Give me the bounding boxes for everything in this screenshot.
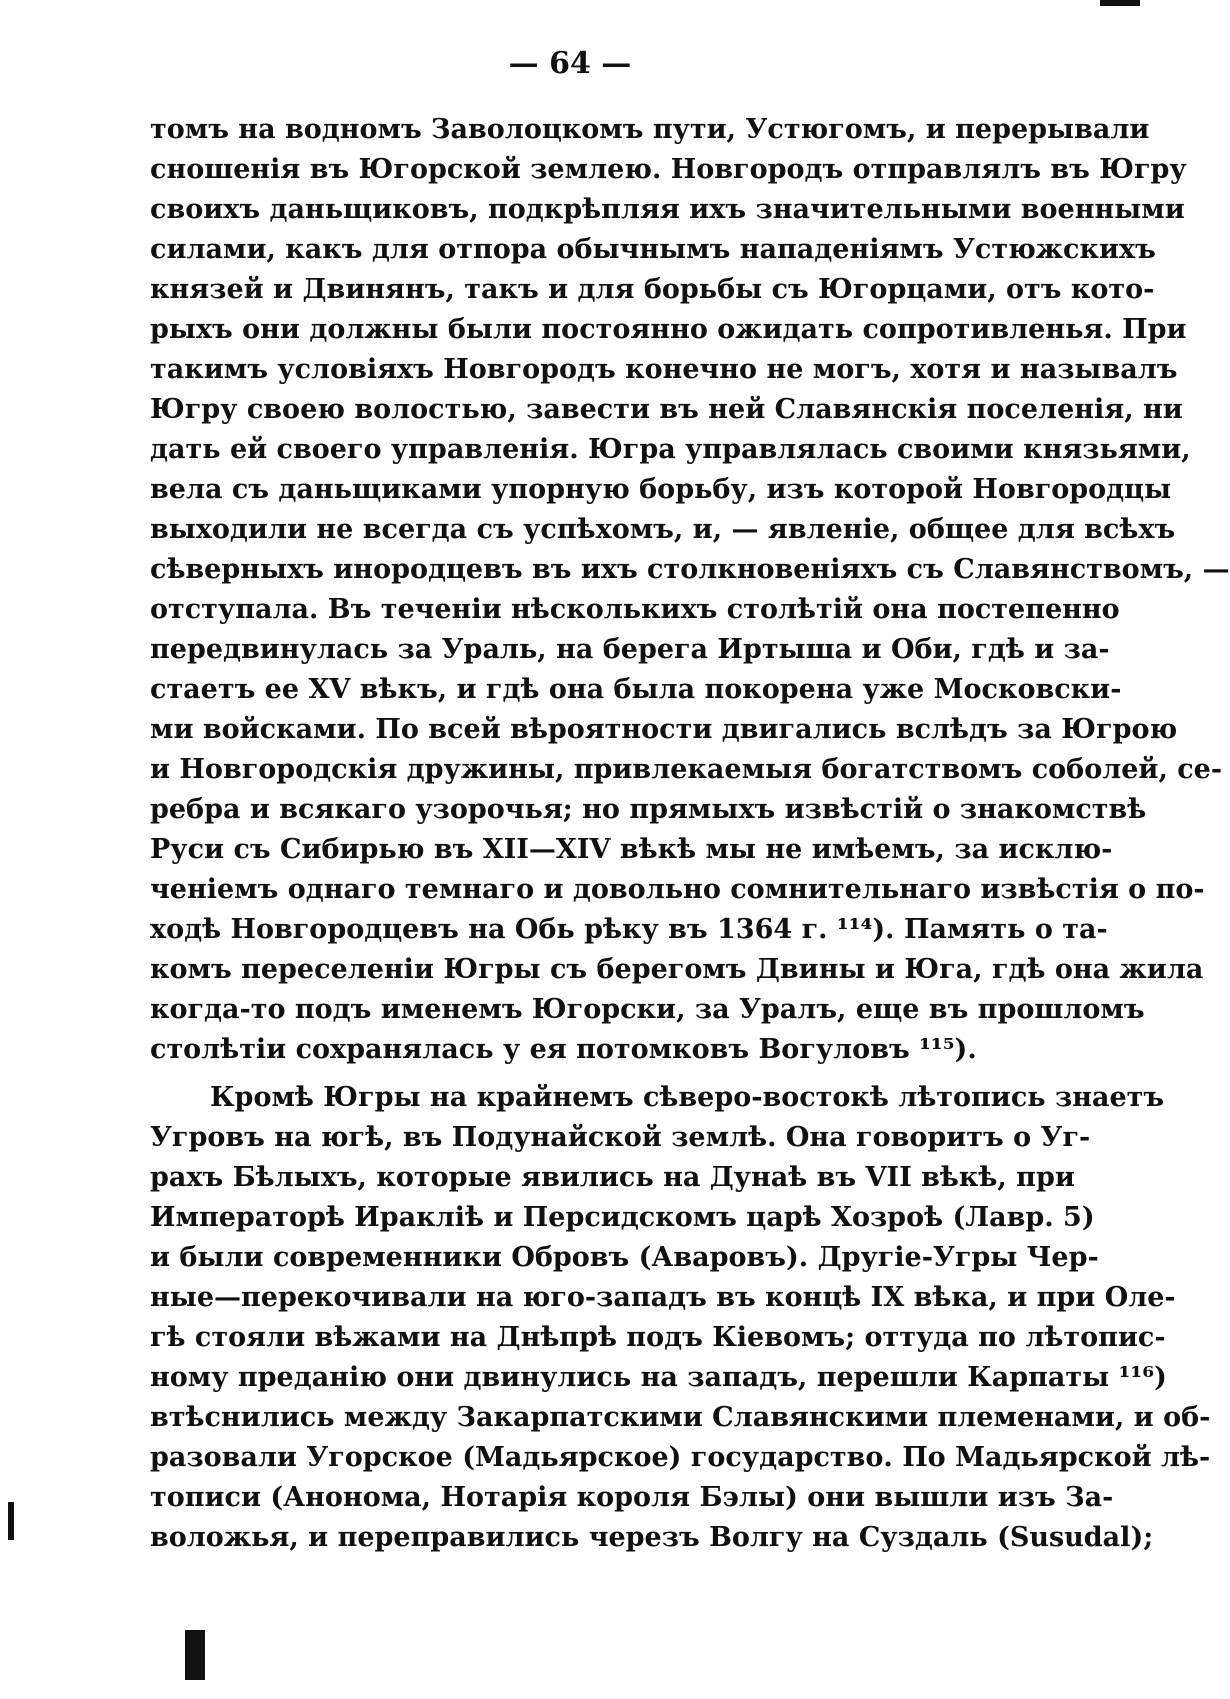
scan-mark-left [8, 1502, 14, 1540]
text-line: гѣ стояли вѣжами на Днѣпрѣ подъ Кіевомъ; оттуда по лѣтопис- [150, 1322, 1166, 1353]
text-line: ми войсками. По всей вѣроятности двигались вслѣдъ за Югрою [150, 714, 1178, 745]
text-line: ному преданію они двинулись на западъ, перешли Карпаты ¹¹⁶) [150, 1362, 1167, 1393]
text-line: князей и Двинянъ, такъ и для борьбы съ Югорцами, отъ кото- [150, 274, 1155, 305]
text-line: ходѣ Новгородцевъ на Обь рѣку въ 1364 г. ¹¹⁴). Память о та- [150, 914, 1108, 945]
text-line: Руси съ Сибирью въ XII—XIV вѣкѣ мы не имѣемъ, за исклю- [150, 834, 1113, 865]
scan-mark-bottom-left [185, 1630, 205, 1680]
text-line: такимъ условіяхъ Новгородъ конечно не могъ, хотя и называлъ [150, 354, 1178, 385]
text-line: выходили не всегда съ успѣхомъ, и, — явленіе, общее для всѣхъ [150, 514, 1176, 545]
text-line: рахъ Бѣлыхъ, которые явились на Дунаѣ въ VII вѣкѣ, при [150, 1162, 1075, 1193]
text-line: сношенія въ Югорской землею. Новгородъ отправлялъ въ Югру [150, 154, 1187, 185]
text-line: когда-то подъ именемъ Югорски, за Уралъ, еще въ прошломъ [150, 994, 1145, 1025]
text-line: отступала. Въ теченіи нѣсколькихъ столѣтій она постепенно [150, 594, 1120, 625]
text-line: дать ей своего управленія. Югра управлялась своими князьями, [150, 434, 1191, 465]
text-line: своихъ даньщиковъ, подкрѣпляя ихъ значительными военными [150, 194, 1185, 225]
text-line: рыхъ они должны были постоянно ожидать сопротивленья. При [150, 314, 1187, 345]
text-line: томъ на водномъ Заволоцкомъ пути, Устюгомъ, и перерывали [150, 114, 1150, 145]
text-line: стаетъ ее XV вѣкъ, и гдѣ она была покорена уже Московски- [150, 674, 1122, 705]
text-line: и были современники Обровъ (Аваровъ). Другіе-Угры Чер- [150, 1242, 1099, 1273]
text-line: вела съ даньщиками упорную борьбу, изъ которой Новгородцы [150, 474, 1172, 505]
paragraph-gap [150, 1070, 1040, 1078]
page-number: — 64 — [508, 46, 632, 81]
scan-mark-top [1100, 0, 1140, 6]
text-line: воложья, и переправились черезъ Волгу на Суздаль (Susudal); [150, 1522, 1154, 1553]
paragraph [150, 110, 1230, 1070]
text-line: ные—перекочивали на юго-западъ въ концѣ IX вѣка, и при Оле- [150, 1282, 1176, 1313]
text-line: Угровъ на югѣ, въ Подунайской землѣ. Она говоритъ о Уг- [150, 1122, 1091, 1153]
text-line: Кромѣ Югры на крайнемъ сѣверо-востокѣ лѣтопись знаетъ [210, 1082, 1165, 1113]
text-line: втѣснились между Закарпатскими Славянскими племенами, и об- [150, 1402, 1211, 1433]
text-line: Югру своею волостью, завести въ ней Славянскія поселенія, ни [150, 394, 1183, 425]
text-line: силами, какъ для отпора обычнымъ нападеніямъ Устюжскихъ [150, 234, 1156, 265]
text-line: передвинулась за Ураль, на берега Иртыша и Оби, гдѣ и за- [150, 634, 1110, 665]
text-line: ребра и всякаго узорочья; но прямыхъ извѣстій о знакомствѣ [150, 794, 1147, 825]
text-line: сѣверныхъ инородцевъ въ ихъ столкновеніяхъ съ Славянствомъ, — [150, 554, 1230, 585]
page-text [150, 110, 1230, 1558]
paragraph [150, 1078, 1211, 1558]
text-line: ченіемъ однаго темнаго и довольно сомнительнаго извѣстія о по- [150, 874, 1205, 905]
text-line: Императорѣ Иракліѣ и Персидскомъ царѣ Хозроѣ (Лавр. 5) [150, 1202, 1095, 1233]
text-line: разовали Угорское (Мадьярское) государство. По Мадьярской лѣ- [150, 1442, 1211, 1473]
text-line: тописи (Анонома, Нотарія короля Бэлы) они вышли изъ За- [150, 1482, 1114, 1513]
text-line: комъ переселеніи Югры съ берегомъ Двины и Юга, гдѣ она жила [150, 954, 1204, 985]
text-line: столѣтіи сохранялась у ея потомковъ Вогуловъ ¹¹⁵). [150, 1034, 977, 1065]
text-line: и Новгородскія дружины, привлекаемыя богатствомъ соболей, се- [150, 754, 1223, 785]
